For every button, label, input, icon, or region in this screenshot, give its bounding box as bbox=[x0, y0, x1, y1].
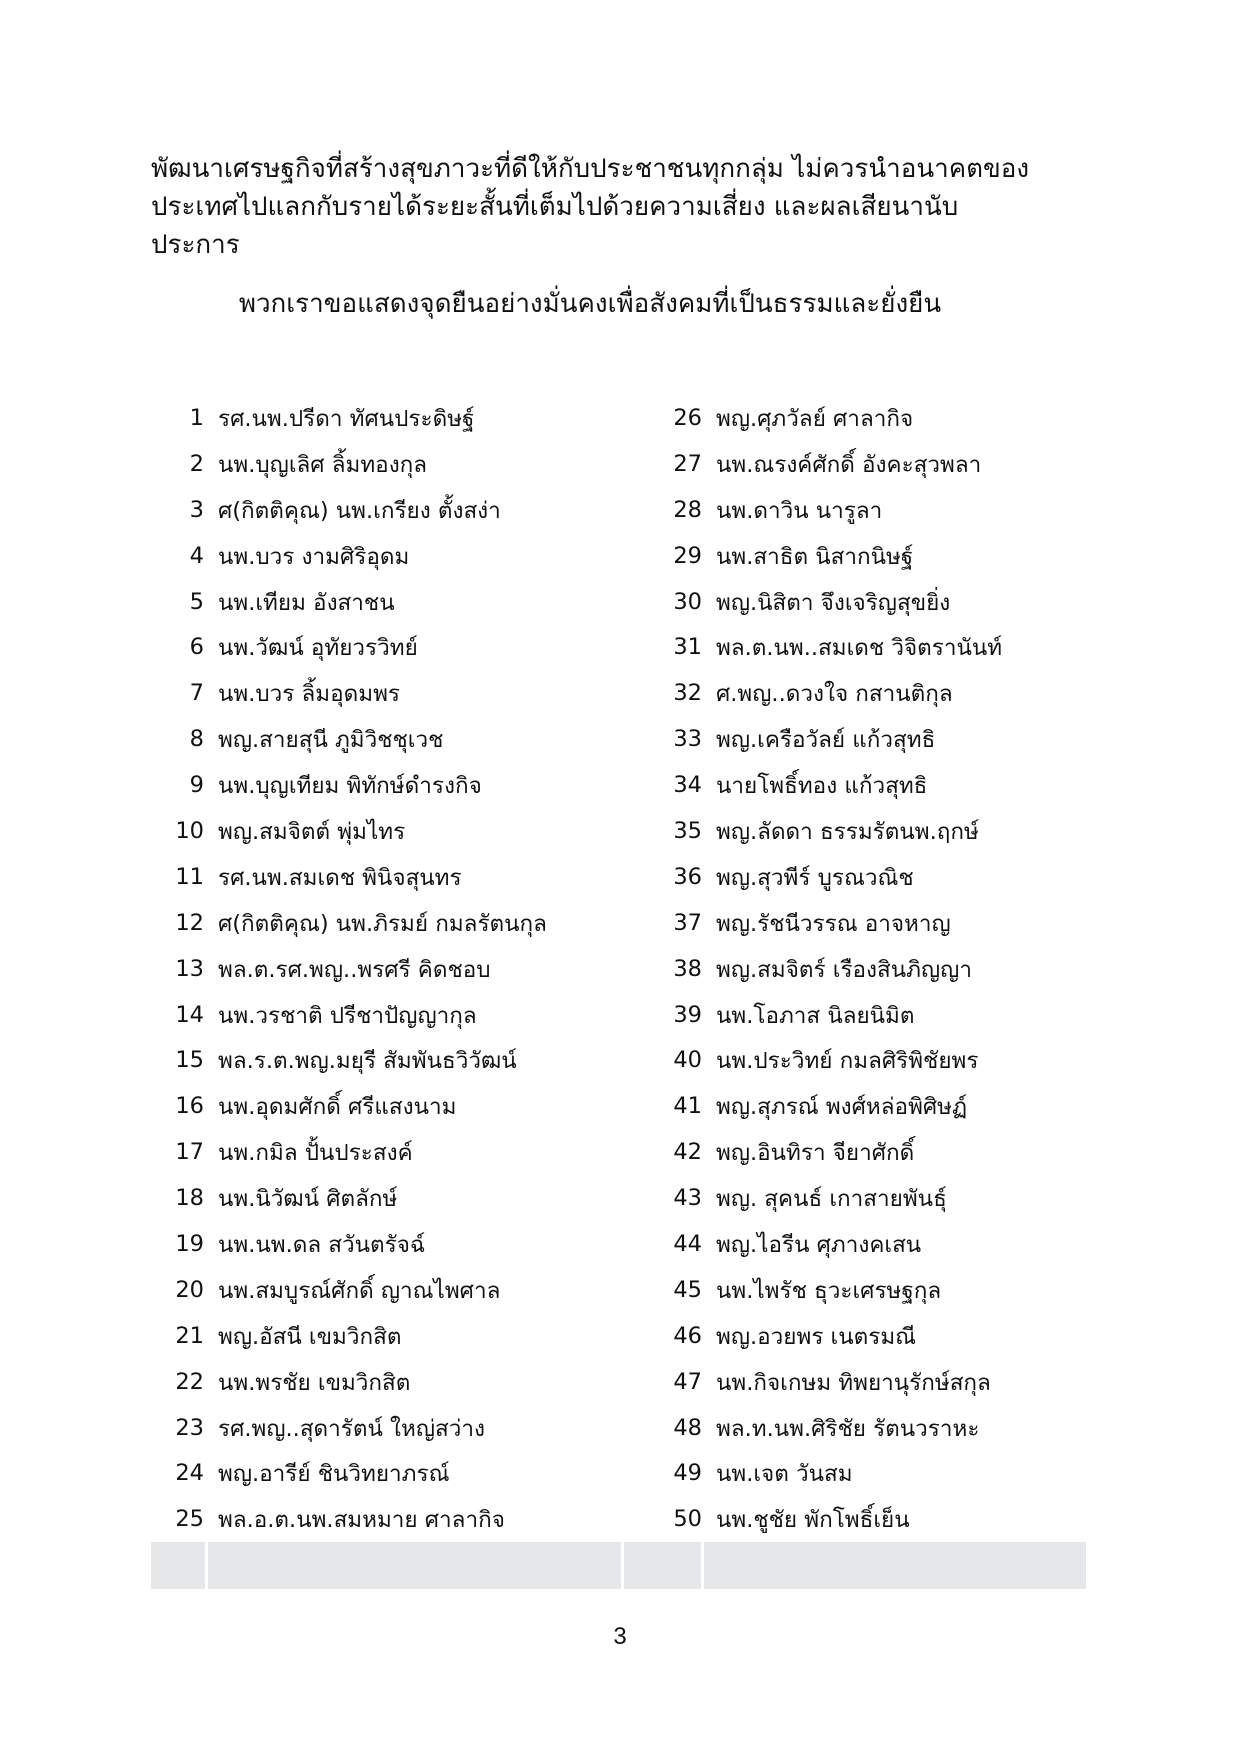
signatory-number: 3 bbox=[189, 496, 204, 523]
signatory-name: นพ.โอภาส นิลยนิมิต bbox=[716, 1002, 915, 1029]
signatory-row bbox=[160, 441, 547, 487]
signatory-row bbox=[650, 487, 1002, 533]
signatory-row bbox=[650, 1450, 1002, 1496]
signatory-row bbox=[650, 670, 1002, 716]
empty-cell bbox=[151, 1542, 205, 1589]
signatory-number: 22 bbox=[175, 1368, 204, 1395]
paragraph-line: ประการ bbox=[151, 230, 240, 260]
signatory-number: 47 bbox=[673, 1368, 702, 1395]
signatory-name: นพ.พรชัย เขมวิกสิต bbox=[218, 1369, 411, 1396]
signatory-row bbox=[650, 1083, 1002, 1129]
signatory-number: 29 bbox=[673, 542, 702, 569]
signatory-row bbox=[160, 1359, 547, 1405]
signatory-row bbox=[650, 624, 1002, 670]
signatory-number: 44 bbox=[673, 1230, 702, 1257]
signatory-row bbox=[160, 762, 547, 808]
signatory-name: นายโพธิ์ทอง แก้วสุทธิ bbox=[716, 773, 928, 800]
signatory-name: พญ.สายสุนี ภูมิวิชชุเวช bbox=[218, 727, 444, 754]
signatory-number: 15 bbox=[175, 1047, 204, 1074]
signatory-row bbox=[650, 1221, 1002, 1267]
signatory-name: พล.ต.นพ..สมเดช วิจิตรานันท์ bbox=[716, 635, 1003, 662]
signatory-row bbox=[160, 1175, 547, 1221]
signatory-name: นพ.สมบูรณ์ศักดิ์ ญาณไพศาล bbox=[218, 1277, 501, 1304]
signatory-number: 12 bbox=[175, 909, 204, 936]
signatory-number: 41 bbox=[673, 1093, 702, 1120]
signatory-name: นพ.ประวิทย์ กมลศิริพิชัยพร bbox=[716, 1048, 979, 1075]
signatory-name: พล.ท.นพ.ศิริชัย รัตนวราหะ bbox=[716, 1415, 980, 1442]
signatory-row bbox=[650, 716, 1002, 762]
signatory-number: 19 bbox=[175, 1230, 204, 1257]
signatory-name: นพ.สาธิต นิสากนิษฐ์ bbox=[716, 543, 914, 570]
signatory-number: 1 bbox=[189, 404, 204, 431]
signatory-number: 36 bbox=[673, 863, 702, 890]
signatory-row bbox=[160, 1496, 547, 1542]
signatory-number: 49 bbox=[673, 1460, 702, 1487]
signatory-number: 38 bbox=[673, 955, 702, 982]
signatory-name: พญ.อารีย์ ชินวิทยาภรณ์ bbox=[218, 1461, 450, 1488]
signatory-number: 21 bbox=[175, 1322, 204, 1349]
empty-cell bbox=[624, 1542, 701, 1589]
signatory-name: พญ.สมจิตร์ เรืองสินภิญญา bbox=[716, 956, 972, 983]
signatory-row bbox=[160, 395, 547, 441]
signatory-row bbox=[160, 1267, 547, 1313]
signatory-row bbox=[160, 900, 547, 946]
signatory-number: 26 bbox=[673, 404, 702, 431]
signatory-row bbox=[650, 1037, 1002, 1083]
signatory-name: พญ.อัสนี เขมวิกสิต bbox=[218, 1323, 402, 1350]
signatory-row bbox=[160, 1083, 547, 1129]
signatory-name: นพ.นิวัฒน์ ศิตลักษ์ bbox=[218, 1186, 398, 1213]
signatory-row bbox=[650, 946, 1002, 992]
signatory-list-right bbox=[650, 395, 1002, 1542]
signatory-name: รศ.พญ..สุดารัตน์ ใหญ่สว่าง bbox=[218, 1415, 486, 1442]
signatory-number: 24 bbox=[175, 1460, 204, 1487]
paragraph-line: ประเทศไปแลกกับรายได้ระยะสั้นที่เต็มไปด้วยความเสี่ยง และผลเสียนานับ bbox=[151, 192, 959, 222]
signatory-row bbox=[160, 946, 547, 992]
empty-table-row bbox=[151, 1542, 1086, 1589]
signatory-number: 4 bbox=[189, 542, 204, 569]
paragraph-line: พัฒนาเศรษฐกิจที่สร้างสุขภาวะที่ดีให้กับประชาชนทุกกลุ่ม ไม่ควรนำอนาคตของ bbox=[151, 154, 1030, 184]
signatory-number: 6 bbox=[189, 634, 204, 661]
signatory-name: พญ.อินทิรา จียาศักดิ์ bbox=[716, 1140, 915, 1167]
signatory-name: รศ.นพ.สมเดช พินิจสุนทร bbox=[218, 864, 462, 891]
signatory-name: รศ.นพ.ปรีดา ทัศนประดิษฐ์ bbox=[218, 405, 475, 432]
signatory-row bbox=[160, 579, 547, 625]
signatory-number: 25 bbox=[175, 1506, 204, 1533]
signatory-name: นพ.วรชาติ ปรีชาปัญญากุล bbox=[218, 1002, 477, 1029]
signatory-row bbox=[160, 670, 547, 716]
signatory-row bbox=[160, 808, 547, 854]
signatory-number: 10 bbox=[175, 817, 204, 844]
signatory-row bbox=[650, 395, 1002, 441]
signatory-name: พล.อ.ต.นพ.สมหมาย ศาลากิจ bbox=[218, 1507, 505, 1534]
signatory-number: 5 bbox=[189, 588, 204, 615]
signatory-name: นพ.ณรงค์ศักดิ์ อังคะสุวพลา bbox=[716, 451, 982, 478]
signatory-name: นพ.เจต วันสม bbox=[716, 1461, 853, 1488]
signatory-number: 27 bbox=[673, 450, 702, 477]
signatory-row bbox=[650, 854, 1002, 900]
signatory-name: พญ. สุคนธ์ เกาสายพันธุ์ bbox=[716, 1186, 947, 1213]
signatory-name: พล.ร.ต.พญ.มยุรี สัมพันธวิวัฒน์ bbox=[218, 1048, 517, 1075]
signatory-number: 30 bbox=[673, 588, 702, 615]
heading-text: พวกเราขอแสดงจุดยืนอย่างมั่นคงเพื่อสังคมที่เป็นธรรมและยั่งยืน bbox=[238, 289, 942, 319]
signatory-number: 17 bbox=[175, 1139, 204, 1166]
signatory-number: 7 bbox=[189, 680, 204, 707]
signatory-row bbox=[160, 1313, 547, 1359]
signatory-number: 9 bbox=[189, 772, 204, 799]
signatory-name: พญ.เครือวัลย์ แก้วสุทธิ bbox=[716, 727, 936, 754]
empty-cell bbox=[704, 1542, 1086, 1589]
signatory-name: พญ.ศุภวัลย์ ศาลากิจ bbox=[716, 405, 914, 432]
signatory-row bbox=[650, 1267, 1002, 1313]
signatory-name: นพ.บุญเลิศ ลิ้มทองกุล bbox=[218, 451, 428, 478]
signatory-name: นพ.กิจเกษม ทิพยานุรักษ์สกุล bbox=[716, 1369, 991, 1396]
signatory-name: พญ.อวยพร เนตรมณี bbox=[716, 1323, 917, 1350]
signatory-row bbox=[160, 1450, 547, 1496]
signatory-number: 32 bbox=[673, 680, 702, 707]
signatory-name: นพ.ไพรัช ธุวะเศรษฐกุล bbox=[716, 1277, 942, 1304]
signatory-row bbox=[160, 1129, 547, 1175]
signatory-name: ศ(กิตติคุณ) นพ.ภิรมย์ กมลรัตนกุล bbox=[218, 910, 547, 937]
signatory-number: 45 bbox=[673, 1276, 702, 1303]
signatory-number: 23 bbox=[175, 1414, 204, 1441]
signatory-name: นพ.บวร ลิ้มอุดมพร bbox=[218, 681, 401, 708]
signatory-name: พล.ต.รศ.พญ..พรศรี คิดชอบ bbox=[218, 956, 491, 983]
signatory-name: พญ.ลัดดา ธรรมรัตนพ.ฤกษ์ bbox=[716, 818, 979, 845]
page-number: 3 bbox=[613, 1623, 627, 1650]
signatory-name: นพ.บวร งามศิริอุดม bbox=[218, 543, 410, 570]
signatory-name: นพ.ดาวิน นารูลา bbox=[716, 497, 883, 524]
signatory-number: 48 bbox=[673, 1414, 702, 1441]
signatory-number: 31 bbox=[673, 634, 702, 661]
signatory-number: 42 bbox=[673, 1139, 702, 1166]
signatory-number: 20 bbox=[175, 1276, 204, 1303]
signatory-number: 28 bbox=[673, 496, 702, 523]
signatory-list-left bbox=[160, 395, 547, 1542]
signatory-number: 37 bbox=[673, 909, 702, 936]
signatory-number: 40 bbox=[673, 1047, 702, 1074]
signatory-number: 50 bbox=[673, 1506, 702, 1533]
signatory-row bbox=[650, 762, 1002, 808]
signatory-name: พญ.สุวพีร์ บูรณวณิช bbox=[716, 864, 914, 891]
signatory-row bbox=[160, 1037, 547, 1083]
signatory-row bbox=[650, 900, 1002, 946]
signatory-name: พญ.รัชนีวรรณ อาจหาญ bbox=[716, 910, 951, 937]
statement-heading bbox=[0, 285, 1240, 323]
signatory-number: 18 bbox=[175, 1185, 204, 1212]
signatory-row bbox=[160, 716, 547, 762]
signatory-row bbox=[650, 579, 1002, 625]
signatory-name: นพ.เทียม อังสาชน bbox=[218, 589, 395, 616]
signatory-row bbox=[650, 1313, 1002, 1359]
signatory-name: พญ.สุภรณ์ พงศ์หล่อพิศิษฏ์ bbox=[716, 1094, 968, 1121]
signatory-name: นพ.อุดมศักดิ์ ศรีแสงนาม bbox=[218, 1094, 457, 1121]
signatory-number: 46 bbox=[673, 1322, 702, 1349]
signatory-row bbox=[650, 1359, 1002, 1405]
signatory-row bbox=[650, 1129, 1002, 1175]
signatory-number: 14 bbox=[175, 1001, 204, 1028]
signatory-name: พญ.สมจิตต์ พุ่มไทร bbox=[218, 818, 406, 845]
signatory-row bbox=[650, 533, 1002, 579]
signatory-row bbox=[160, 624, 547, 670]
signatory-row bbox=[160, 1405, 547, 1451]
signatory-row bbox=[650, 1175, 1002, 1221]
signatory-number: 11 bbox=[175, 863, 204, 890]
signatory-name: นพ.นพ.ดล สวันตรัจฉ์ bbox=[218, 1231, 426, 1258]
intro-paragraph bbox=[151, 150, 1101, 264]
signatory-number: 34 bbox=[673, 772, 702, 799]
signatory-row bbox=[650, 441, 1002, 487]
signatory-row bbox=[650, 808, 1002, 854]
signatory-name: พญ.ไอรีน ศุภางคเสน bbox=[716, 1231, 922, 1258]
empty-cell bbox=[208, 1542, 621, 1589]
signatory-name: ศ(กิตติคุณ) นพ.เกรียง ตั้งสง่า bbox=[218, 497, 501, 524]
signatory-number: 35 bbox=[673, 817, 702, 844]
signatory-row bbox=[650, 1405, 1002, 1451]
signatory-number: 33 bbox=[673, 726, 702, 753]
signatory-row bbox=[160, 1221, 547, 1267]
signatory-name: นพ.วัฒน์ อุทัยวรวิทย์ bbox=[218, 635, 418, 662]
signatory-row bbox=[650, 992, 1002, 1038]
signatory-row bbox=[160, 992, 547, 1038]
signatory-row bbox=[160, 854, 547, 900]
signatory-name: นพ.กมิล ปั้นประสงค์ bbox=[218, 1140, 413, 1167]
signatory-name: นพ.บุญเทียม พิทักษ์ดำรงกิจ bbox=[218, 773, 482, 800]
signatory-name: นพ.ชูชัย พักโพธิ์เย็น bbox=[716, 1507, 910, 1534]
signatory-number: 43 bbox=[673, 1185, 702, 1212]
signatory-name: พญ.นิสิตา จึงเจริญสุขยิ่ง bbox=[716, 589, 951, 616]
signatory-number: 2 bbox=[189, 450, 204, 477]
signatory-row bbox=[160, 533, 547, 579]
signatory-row bbox=[160, 487, 547, 533]
signatory-number: 16 bbox=[175, 1093, 204, 1120]
signatory-name: ศ.พญ..ดวงใจ กสานติกุล bbox=[716, 681, 953, 708]
signatory-number: 8 bbox=[189, 726, 204, 753]
signatory-number: 39 bbox=[673, 1001, 702, 1028]
signatory-number: 13 bbox=[175, 955, 204, 982]
signatory-row bbox=[650, 1496, 1002, 1542]
